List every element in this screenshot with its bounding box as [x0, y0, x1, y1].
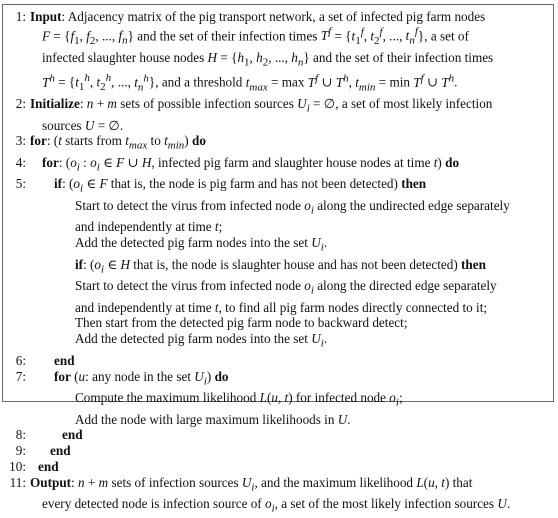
line-number	[6, 25, 30, 50]
algorithm-line	[6, 198, 552, 219]
line-text: Add the node with large maximum likelihoods in U.	[75, 411, 351, 427]
line-number	[6, 278, 30, 299]
line-text: if: ($o_i$ ∈ F that is, the node is pig farm and has not been detected) then	[54, 176, 427, 196]
algorithm-line	[6, 300, 552, 316]
line-number: 7:	[15, 368, 26, 384]
algorithm-line	[6, 235, 552, 256]
line-number	[6, 315, 30, 331]
line-number	[6, 496, 30, 517]
line-text: for: ($o_i$ : $o_i$ ∈ F ∪ H, infected pig farm and slaughter house nodes at time t) do	[42, 154, 460, 174]
line-number	[6, 300, 30, 316]
algorithm-line	[6, 71, 552, 96]
line-text: Then start from the detected pig farm node to backward detect;	[75, 315, 408, 331]
algorithm-line	[6, 412, 552, 428]
line-text: for (u: any node in the set $U_i$) do	[54, 368, 229, 388]
line-number	[6, 219, 30, 235]
line-text: Start to detect the virus from infected node $o_i$ along the undirected edge separately	[75, 197, 510, 217]
line-number	[6, 235, 30, 256]
line-text: $T^h = \{t_1^h$, $t_2^h$, ..., $t_n^h$}, and a threshold $t_{max} = \max T^f$ ∪ $T^h$, $t_{min} = \min T^f$ ∪ $T^h$.	[42, 72, 458, 94]
line-number	[6, 257, 30, 278]
line-text: and independently at time t, to find all pig farm nodes directly connected to it;	[75, 299, 488, 315]
line-number	[6, 412, 30, 428]
line-text: every detected node is infection source of $o_i$, a set of the most likely infection sources U.	[42, 496, 511, 516]
line-number: 2:	[15, 96, 26, 112]
line-number	[6, 331, 30, 352]
line-text: Output: n + m sets of infection sources $U_i$, and the maximum likelihood L(u, t) that	[30, 475, 473, 494]
algorithm-line	[6, 118, 552, 134]
line-number: 6:	[15, 352, 26, 368]
algorithm-line	[6, 50, 552, 71]
line-text: and independently at time t;	[75, 219, 223, 235]
line-number: 8:	[15, 427, 26, 443]
line-number	[6, 118, 30, 134]
line-text: Start to detect the virus from infected node $o_i$ along the directed edge separately	[75, 278, 497, 297]
algorithm-line	[6, 443, 552, 459]
algorithm-line	[6, 155, 552, 176]
algorithm-line	[6, 219, 552, 235]
algorithm-line	[6, 257, 552, 278]
algorithm-line	[6, 459, 552, 475]
line-text: end	[38, 459, 59, 475]
line-number: 11:	[9, 475, 26, 490]
line-text: $F = \{f_1$, $f_2$, ..., $f_n$} and the set of their infection times $T^f = \{t_1^f$, $t_2^f$, ..., $t_n^f$}, a set of	[42, 25, 469, 47]
line-number: 10:	[9, 459, 26, 475]
line-number	[6, 198, 30, 219]
line-number: 5:	[15, 176, 26, 192]
algorithm-line	[6, 390, 552, 411]
line-number: 4:	[15, 154, 26, 170]
line-number: 3:	[15, 133, 26, 149]
line-number	[6, 71, 30, 96]
line-text: Compute the maximum likelihood L(u, t) for infected node $o_i$;	[75, 390, 403, 409]
line-text: end	[54, 352, 75, 368]
algorithm-line	[6, 353, 552, 369]
algorithm-listing	[6, 9, 552, 518]
line-number	[6, 50, 30, 71]
line-number: 1:	[15, 9, 26, 24]
algorithm-line	[6, 278, 552, 299]
line-text: for: (t starts from $t_{max}$ to $t_{min}$) do	[30, 133, 206, 153]
line-number	[6, 390, 30, 411]
line-text: Add the detected pig farm nodes into the set $U_i$.	[75, 235, 328, 254]
algorithm-line	[6, 331, 552, 352]
algorithm-line	[6, 475, 552, 496]
line-text: Input: Adjacency matrix of the pig transport network, a set of infected pig farm nodes	[30, 9, 486, 24]
algorithm-line	[6, 315, 552, 331]
algorithm-line	[6, 369, 552, 390]
algorithm-line	[6, 96, 552, 117]
line-text: end	[50, 443, 71, 459]
line-text: sources U = ∅.	[42, 117, 124, 133]
line-text: if: ($o_i$ ∈ H that is, the node is slaughter house and has not been detected) then	[75, 256, 486, 276]
algorithm-line	[6, 176, 552, 197]
algorithm-line	[6, 25, 552, 50]
algorithm-line	[6, 9, 552, 25]
line-text: end	[62, 427, 83, 443]
line-number: 9:	[15, 443, 26, 459]
line-text: infected slaughter house nodes $H = \{h_1$, $h_2$, ..., $h_n$} and the set of their infection times	[42, 49, 494, 69]
line-text: Initialize: n + m sets of possible infection sources $U_i$ = ∅, a set of most likely infection	[30, 96, 493, 115]
line-text: Add the detected pig farm nodes into the set $U_i$.	[75, 331, 328, 350]
algorithm-line	[6, 496, 552, 517]
algorithm-line	[6, 133, 552, 154]
algorithm-line	[6, 427, 552, 443]
